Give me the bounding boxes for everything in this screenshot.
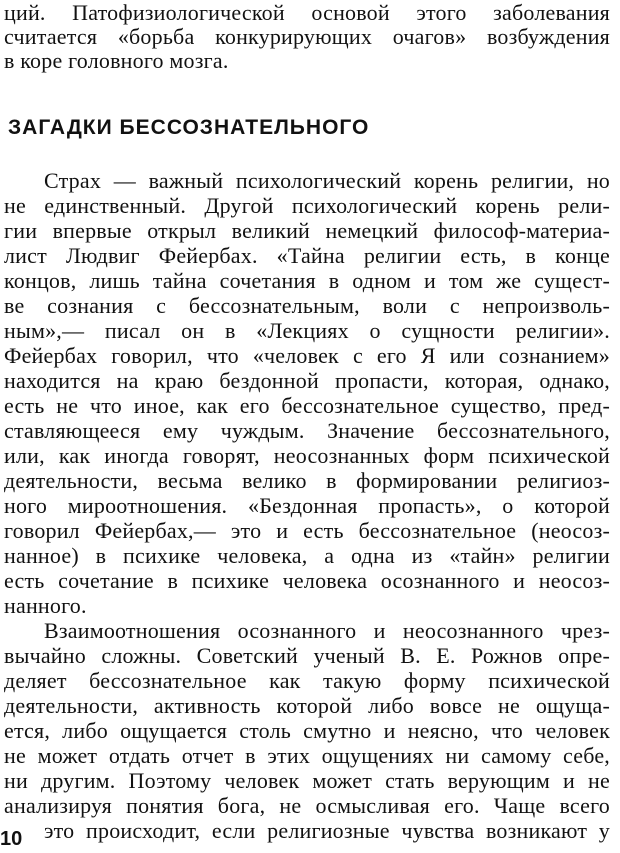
- text-line: или, как иногда говорят, неосознанных форм психической: [4, 443, 610, 468]
- text-line: есть сочетание в психике человека осознанного и неосоз-: [4, 568, 610, 593]
- page-number: 10: [0, 828, 23, 850]
- text-line: ного мироотношения. «Бездонная пропасть», о которой: [4, 493, 610, 518]
- text-line: нанное) в психике человека, а одна из «тайн» религии: [4, 543, 610, 568]
- text-line: ным»,— писал он в «Лекциях о сущности религии».: [4, 318, 610, 343]
- text-line: ставляющееся ему чуждым. Значение бессознательного,: [4, 418, 610, 443]
- text-line: деляет бессознательное как такую форму психической: [4, 668, 610, 693]
- text-line: есть не что иное, как его бессознательное существо, пред-: [4, 393, 610, 418]
- text-line: Взаимоотношения осознанного и неосознанного чрез-: [44, 618, 610, 643]
- section-heading: ЗАГАДКИ БЕССОЗНАТЕЛЬНОГО: [8, 116, 370, 139]
- text-line: ни другим. Поэтому человек может стать верующим и не: [4, 768, 610, 793]
- text-line: говорил Фейербах,— это и есть бессознательное (неосоз-: [4, 518, 610, 543]
- text-line: вычайно сложны. Советский ученый В. Е. Рожнов опре-: [4, 643, 610, 668]
- text-line: ется, либо ощущается столь смутно и неясно, что человек: [4, 718, 610, 743]
- text-line: лист Людвиг Фейербах. «Тайна религии есть, в конце: [4, 243, 610, 268]
- text-line: это происходит, если религиозные чувства возникают у: [44, 818, 610, 843]
- text-line: деятельности, весьма велико в формировании религиоз-: [4, 468, 610, 493]
- text-line: нанного.: [4, 593, 87, 618]
- text-line: анализируя понятия бога, не осмысливая его. Чаще всего: [4, 793, 610, 818]
- text-line: не может отдать отчет в этих ощущениях ни самому себе,: [4, 743, 610, 768]
- text-line: гии впервые открыл великий немецкий философ-материа-: [4, 218, 610, 243]
- text-line: концов, лишь тайна сочетания в одном и том же сущест-: [4, 268, 610, 293]
- text-line: не единственный. Другой психологический корень рели-: [4, 193, 610, 218]
- text-line: деятельности, активность которой либо вовсе не ощуща-: [4, 693, 610, 718]
- text-line: Страх — важный психологический корень религии, но: [44, 168, 610, 193]
- intro-line: ций. Патофизиологической основой этого заболевания: [4, 0, 610, 25]
- text-line: Фейербах говорил, что «человек с его Я или сознанием»: [4, 343, 610, 368]
- intro-line: в коре головного мозга.: [4, 48, 229, 73]
- text-line: ве сознания с бессознательным, воли с непроизволь-: [4, 293, 610, 318]
- intro-line: считается «борьба конкурирующих очагов» возбуждения: [4, 24, 610, 49]
- text-line: находится на краю бездонной пропасти, которая, однако,: [4, 368, 610, 393]
